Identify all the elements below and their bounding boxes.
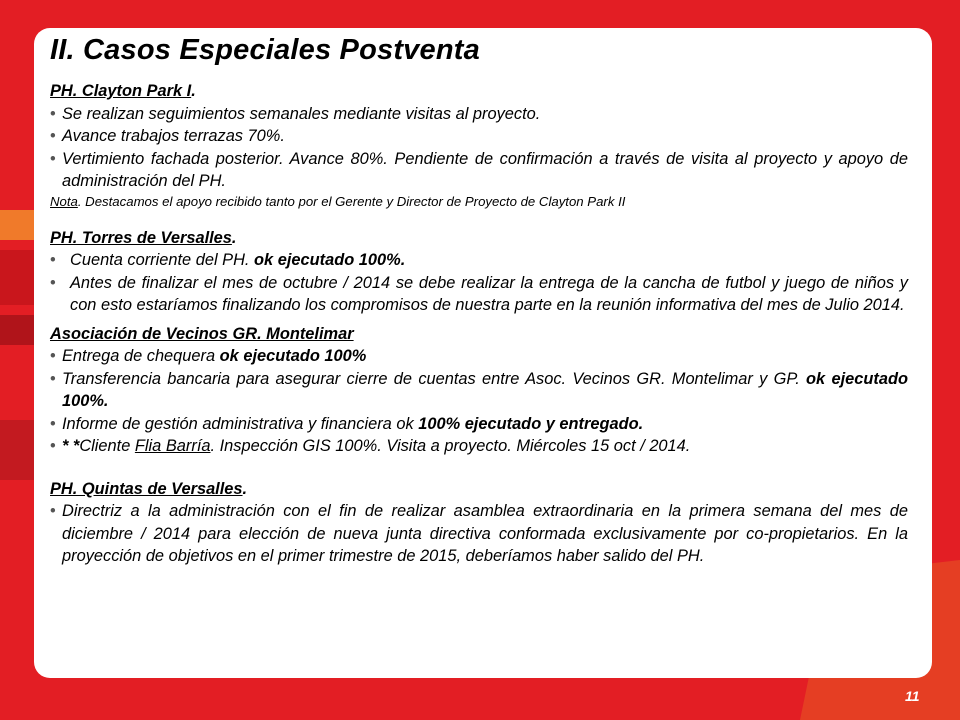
list-item: • Vertimiento fachada posterior. Avance 80%. Pendiente de confirmación a través de visita al proyecto y apoyo de administración del PH.: [50, 149, 908, 190]
bullet-icon: •: [50, 273, 56, 292]
bullet-icon: •: [50, 437, 56, 455]
side-stripe-orange: [0, 210, 34, 240]
section-clayton-park: [50, 80, 908, 211]
bullet-icon: •: [50, 149, 56, 168]
bullet-icon: •: [50, 502, 56, 520]
section-heading: PH. Torres de Versalles.: [50, 228, 237, 247]
page-number: 11: [905, 688, 920, 704]
bullet-icon: •: [50, 369, 56, 388]
note-text: Nota. Destacamos el apoyo recibido tanto por el Gerente y Director de Proyecto de Clayton Park II: [50, 193, 626, 209]
side-stripe-dark-2: [0, 315, 34, 345]
list-item: • Cuenta corriente del PH. ok ejecutado 100%.: [50, 249, 908, 272]
list-item: • Transferencia bancaria para asegurar cierre de cuentas entre Asoc. Vecinos GR. Montelimar y GP. ok ejecutado 100%.: [50, 369, 908, 410]
list-item: • Antes de finalizar el mes de octubre / 2014 se debe realizar la entrega de la cancha de futbol y juego de niños y con esto estaríamos finalizando los compromisos de nuestra parte en la reunión informativa del mes de Julio 2014.: [50, 273, 908, 314]
bullet-icon: •: [50, 251, 56, 269]
list-item: • Avance trabajos terrazas 70%.: [50, 125, 908, 148]
section-heading: PH. Clayton Park I.: [50, 82, 196, 100]
bullet-icon: •: [50, 347, 56, 365]
section-heading: Asociación de Vecinos GR. Montelimar: [50, 324, 354, 343]
section-asociacion-vecinos: [50, 323, 908, 458]
bullet-icon: •: [50, 414, 56, 433]
bullet-icon: •: [50, 104, 56, 123]
section-heading: PH. Quintas de Versalles.: [50, 479, 248, 498]
list-item: • Entrega de chequera ok ejecutado 100%: [50, 345, 908, 368]
list-item: • Se realizan seguimientos semanales mediante visitas al proyecto.: [50, 103, 908, 126]
main-content: [50, 80, 908, 568]
list-item: • * *Cliente Flia Barría. Inspección GIS 100%. Visita a proyecto. Miércoles 15 oct / 2014.: [50, 435, 908, 458]
bullet-icon: •: [50, 127, 56, 145]
side-stripe-dark-1: [0, 250, 34, 305]
section-torres-versalles: [50, 227, 908, 317]
page-title: II. Casos Especiales Postventa: [50, 34, 480, 66]
list-item: • Directriz a la administración con el fin de realizar asamblea extraordinaria en la primera semana del mes de diciembre / 2014 para elección de nueva junta directiva conformada exclusivamente por co-propietarios. En la proyección de objetivos en el primer trimestre de 2015, deberíamos haber salido del PH.: [50, 502, 908, 565]
section-quintas-versalles: [50, 478, 908, 568]
list-item: • Informe de gestión administrativa y financiera ok 100% ejecutado y entregado.: [50, 413, 908, 436]
side-stripe-dark-3: [0, 420, 34, 480]
